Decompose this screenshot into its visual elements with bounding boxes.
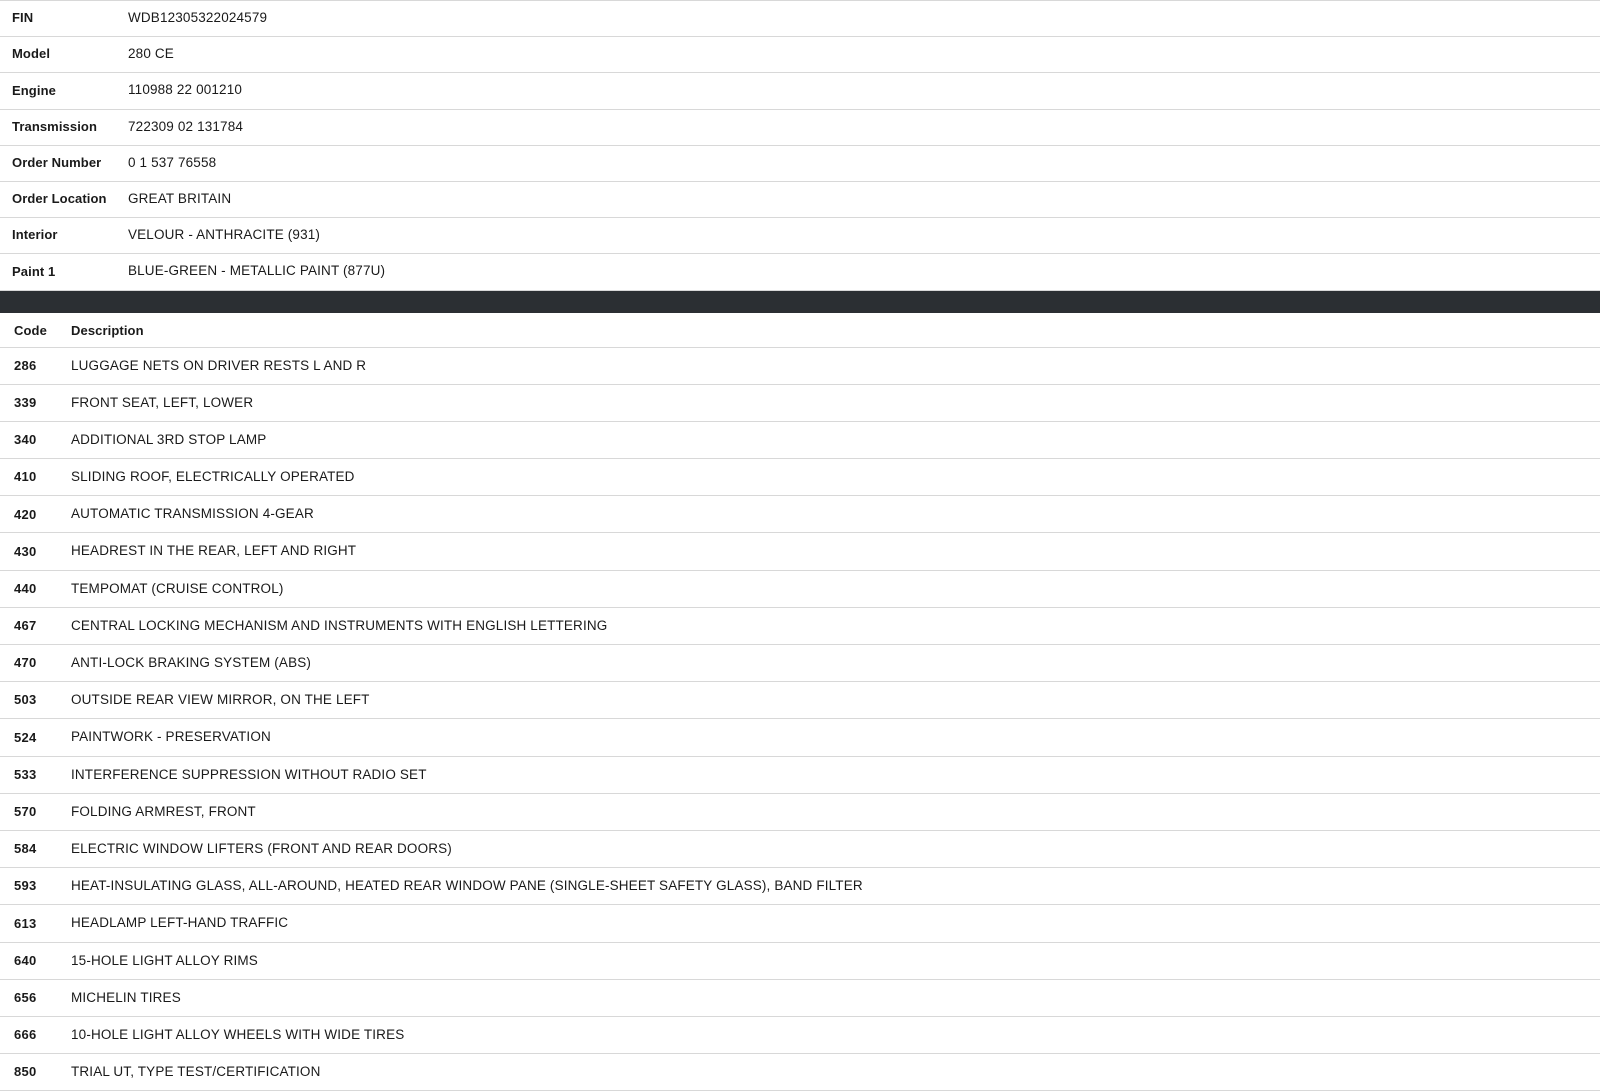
options-codes-table xyxy=(0,313,1600,1091)
option-code: 470 xyxy=(0,645,68,682)
option-description: ADDITIONAL 3RD STOP LAMP xyxy=(68,421,1600,458)
table-row xyxy=(0,905,1600,942)
option-code: 420 xyxy=(0,496,68,533)
option-description: HEADLAMP LEFT-HAND TRAFFIC xyxy=(68,905,1600,942)
table-row xyxy=(0,459,1600,496)
option-code: 503 xyxy=(0,682,68,719)
table-row xyxy=(0,793,1600,830)
table-row xyxy=(0,496,1600,533)
vehicle-field-value: 0 1 537 76558 xyxy=(125,145,1600,181)
table-header-row xyxy=(0,313,1600,348)
option-code: 467 xyxy=(0,607,68,644)
table-row xyxy=(0,979,1600,1016)
table-row xyxy=(0,942,1600,979)
option-description: TEMPOMAT (CRUISE CONTROL) xyxy=(68,570,1600,607)
option-code: 410 xyxy=(0,459,68,496)
vehicle-data-section xyxy=(0,0,1600,291)
option-code: 850 xyxy=(0,1054,68,1091)
table-row xyxy=(0,181,1600,217)
option-code: 613 xyxy=(0,905,68,942)
option-code: 593 xyxy=(0,868,68,905)
option-code: 524 xyxy=(0,719,68,756)
option-description: OUTSIDE REAR VIEW MIRROR, ON THE LEFT xyxy=(68,682,1600,719)
table-row xyxy=(0,682,1600,719)
option-description: SLIDING ROOF, ELECTRICALLY OPERATED xyxy=(68,459,1600,496)
vehicle-field-value: 110988 22 001210 xyxy=(125,73,1600,109)
vehicle-field-label: FIN xyxy=(0,1,125,37)
table-row xyxy=(0,37,1600,73)
table-row xyxy=(0,384,1600,421)
table-row xyxy=(0,421,1600,458)
table-row xyxy=(0,1054,1600,1091)
option-code: 640 xyxy=(0,942,68,979)
options-codes-header xyxy=(0,313,1600,348)
option-description: AUTOMATIC TRANSMISSION 4-GEAR xyxy=(68,496,1600,533)
option-description: HEADREST IN THE REAR, LEFT AND RIGHT xyxy=(68,533,1600,570)
table-row xyxy=(0,719,1600,756)
vehicle-field-value: 280 CE xyxy=(125,37,1600,73)
table-row xyxy=(0,1,1600,37)
options-codes-body xyxy=(0,347,1600,1091)
vehicle-field-label: Transmission xyxy=(0,109,125,145)
option-description: FOLDING ARMREST, FRONT xyxy=(68,793,1600,830)
table-row xyxy=(0,868,1600,905)
table-row xyxy=(0,254,1600,290)
column-header-description: Description xyxy=(68,313,1600,348)
table-row xyxy=(0,347,1600,384)
option-description: PAINTWORK - PRESERVATION xyxy=(68,719,1600,756)
option-description: HEAT-INSULATING GLASS, ALL-AROUND, HEATED REAR WINDOW PANE (SINGLE-SHEET SAFETY GLASS), BAND FILTER xyxy=(68,868,1600,905)
table-row xyxy=(0,756,1600,793)
table-row xyxy=(0,218,1600,254)
vehicle-field-value: WDB12305322024579 xyxy=(125,1,1600,37)
option-code: 286 xyxy=(0,347,68,384)
option-code: 656 xyxy=(0,979,68,1016)
table-row xyxy=(0,145,1600,181)
option-description: ANTI-LOCK BRAKING SYSTEM (ABS) xyxy=(68,645,1600,682)
vehicle-field-label: Interior xyxy=(0,218,125,254)
vehicle-field-label: Order Number xyxy=(0,145,125,181)
option-description: MICHELIN TIRES xyxy=(68,979,1600,1016)
column-header-code: Code xyxy=(0,313,68,348)
option-description: 10-HOLE LIGHT ALLOY WHEELS WITH WIDE TIRES xyxy=(68,1016,1600,1053)
table-row xyxy=(0,533,1600,570)
option-code: 584 xyxy=(0,830,68,867)
option-code: 570 xyxy=(0,793,68,830)
option-description: CENTRAL LOCKING MECHANISM AND INSTRUMENTS WITH ENGLISH LETTERING xyxy=(68,607,1600,644)
option-description: 15-HOLE LIGHT ALLOY RIMS xyxy=(68,942,1600,979)
section-separator xyxy=(0,291,1600,313)
option-description: TRIAL UT, TYPE TEST/CERTIFICATION xyxy=(68,1054,1600,1091)
vehicle-details-body xyxy=(0,1,1600,291)
vehicle-field-value: BLUE-GREEN - METALLIC PAINT (877U) xyxy=(125,254,1600,290)
options-codes-section xyxy=(0,313,1600,1091)
option-description: FRONT SEAT, LEFT, LOWER xyxy=(68,384,1600,421)
table-row xyxy=(0,73,1600,109)
option-description: LUGGAGE NETS ON DRIVER RESTS L AND R xyxy=(68,347,1600,384)
vehicle-details-table xyxy=(0,0,1600,291)
option-description: ELECTRIC WINDOW LIFTERS (FRONT AND REAR DOORS) xyxy=(68,830,1600,867)
vehicle-field-label: Paint 1 xyxy=(0,254,125,290)
option-description: INTERFERENCE SUPPRESSION WITHOUT RADIO SET xyxy=(68,756,1600,793)
table-row xyxy=(0,1016,1600,1053)
option-code: 339 xyxy=(0,384,68,421)
table-row xyxy=(0,645,1600,682)
table-row xyxy=(0,607,1600,644)
vehicle-field-label: Engine xyxy=(0,73,125,109)
option-code: 666 xyxy=(0,1016,68,1053)
option-code: 340 xyxy=(0,421,68,458)
option-code: 533 xyxy=(0,756,68,793)
vehicle-field-value: VELOUR - ANTHRACITE (931) xyxy=(125,218,1600,254)
option-code: 430 xyxy=(0,533,68,570)
table-row xyxy=(0,109,1600,145)
table-row xyxy=(0,570,1600,607)
vehicle-field-label: Model xyxy=(0,37,125,73)
vehicle-field-value: 722309 02 131784 xyxy=(125,109,1600,145)
vehicle-field-value: GREAT BRITAIN xyxy=(125,181,1600,217)
option-code: 440 xyxy=(0,570,68,607)
vehicle-field-label: Order Location xyxy=(0,181,125,217)
table-row xyxy=(0,830,1600,867)
